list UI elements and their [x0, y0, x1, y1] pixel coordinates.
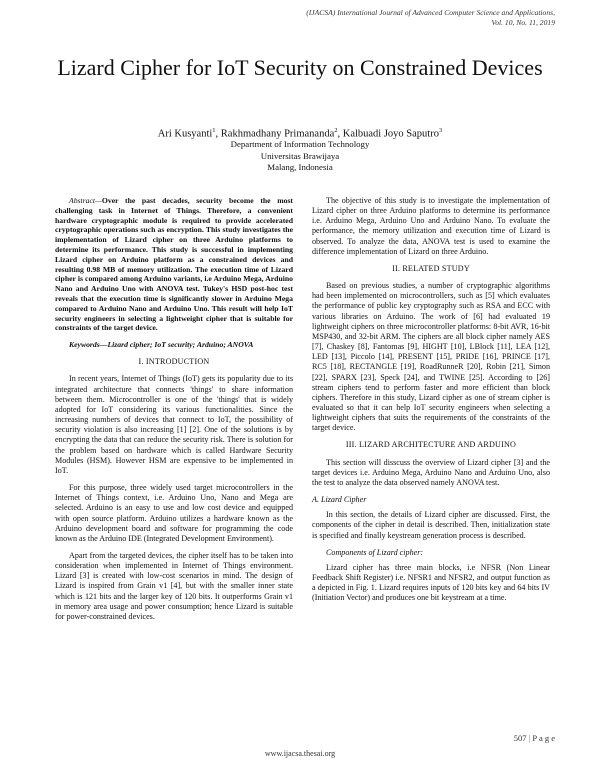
- affiliation-dept: Department of Information Technology: [230, 139, 370, 149]
- section-heading-related-study: II. RELATED STUDY: [392, 263, 470, 273]
- footer-url: www.ijacsa.thesai.org: [264, 749, 336, 758]
- page-number-word: P a g e: [532, 733, 555, 743]
- subsection-heading-lizard-cipher: A. Lizard Cipher: [312, 495, 367, 505]
- author-1-affil: 1: [212, 127, 216, 134]
- affiliation: [40, 139, 560, 174]
- section-heading-architecture: III. LIZARD ARCHITECTURE AND ARDUINO: [345, 440, 517, 450]
- related-paragraph: Based on previous studies, a number of cryptographic algorithms had been implemented on microcontrollers, such as [5] which evaluates the performance of public key cryptography such as RSA and ECC with various libraries on Arduino. The work of [6] had evaluated 19 lightweight ciphers on three microcontroller platforms: 8-bit AVR, 16-bit MSP430, and 32-bit ARM. The ciphers are all block cipher namely AES [7], Chaskey [8], Fantomas [9], HIGHT [10], LBlock [11], LEA [12], LED [13], Piccolo [14], PRESENT [15], PRIDE [16], PRINCE [17], RC5 [18], RECTANGLE [19], RoadRunneR [20], Robin [21], Simon [22], SPARX [23], Speck [24], and TWINE [25]. According to [26] stream ciphers tend to perform faster and more efficient than block ciphers. Therefore in this study, Lizard cipher as one of stream cipher is evaluated so that it can help IoT security engineers when selecting a lightweight ciphers that suits the requirements of the constraints of the target device.: [312, 281, 550, 433]
- author-3: , Kalbuadi Joyo Saputro: [337, 128, 439, 140]
- components-paragraph: Lizard cipher has three main blocks, i.e NFSR (Non Linear Feedback Shift Register) i.e. NFSR1 and NFSR2, and output function as a depicted in Fig. 1. Lizard requires inputs of 120 bits key and 64 bits IV (Initiation Vector) and produces one bit keystream at a time.: [312, 562, 550, 603]
- page-number: [514, 733, 555, 743]
- journal-volume: Vol. 10, No. 11, 2019: [491, 18, 555, 27]
- section-heading-introduction: I. INTRODUCTION: [138, 357, 210, 367]
- right-column: [312, 196, 550, 610]
- objective-paragraph: The objective of this study is to investigate the implementation of Lizard cipher on three Arduino platforms to determine its performance i.e. Arduino Mega, Arduino Uno and Arduino Nano. To evaluate the performance, the memory utilization and execution time of Lizard is observed. To analyze the data, ANOVA test is used to examine the difference implementation of Lizard on three Arduino.: [312, 196, 550, 256]
- abstract-lead: Abstract—: [69, 196, 102, 205]
- intro-paragraph-2: For this purpose, three widely used target microcontrollers in the Internet of Things context, i.e. Arduino Uno, Nano and Mega are selected. Arduino is an easy to use and low cost device and equipped with open source platform. Arduino utilizes a hardware known as the Arduino development board and software for programming the code known as the Arduino IDE (Integrated Development Environment).: [55, 483, 293, 543]
- architecture-paragraph: This section will disscuss the overview of Lizard cipher [3] and the target devices i.e. Arduino Mega, Arduino Nano and Arduino Uno, also the test to analyze the data observed namely ANOVA test.: [312, 457, 550, 487]
- abstract: [55, 196, 293, 333]
- keywords: Keywords—Lizard cipher; IoT security; Arduino; ANOVA: [69, 340, 254, 350]
- affiliation-city: Malang, Indonesia: [267, 162, 333, 172]
- lizard-cipher-paragraph: In this section, the details of Lizard cipher are discussed. First, the components of the cipher in detail is described. Then, initialization state is specified and finally keystream generation process is described.: [312, 510, 550, 540]
- page-number-value: 507: [513, 733, 527, 743]
- intro-paragraph-1: In recent years, Internet of Things (IoT) gets its popularity due to its integrated architecture that connects 'things' to share information between them. Microcontroller is one of the 'things' that is widely adopted for IoT considering its various functionalities. Since the increasing numbers of devices that connect to IoT, the possibility of security violation is also increasing [1] [2]. One of the solutions is by encrypting the data that can reduce the security risk. There is solution for the problem based on hardware which is called Hardware Security Modules (HSM). However HSM are expensive to be implemented in IoT.: [55, 374, 293, 475]
- left-column: [55, 196, 293, 629]
- paper-title: Lizard Cipher for IoT Security on Constrained Devices: [57, 55, 543, 80]
- author-1: Ari Kusyanti: [157, 128, 213, 140]
- page-number-separator: |: [528, 733, 531, 743]
- intro-paragraph-3: Apart from the targeted devices, the cipher itself has to be taken into consideration when implemented in Internet of Things environment. Lizard [3] is created with low-cost scenarios in mind. The design of Lizard is inspired from Grain v1 [4], but with the smaller inner state which is 121 bits and the larger key of 120 bits. It outperforms Grain v1 in memory area usage and power consumption; hence Lizard is suitable for power-constrained devices.: [55, 550, 293, 621]
- author-2: , Rakhmadhany Primananda: [215, 128, 335, 140]
- journal-header: [235, 8, 555, 28]
- affiliation-univ: Universitas Brawijaya: [260, 150, 340, 161]
- journal-name: (IJACSA) International Journal of Advanced Computer Science and Applications,: [306, 8, 555, 17]
- abstract-text: Over the past decades, security become the most challenging task in Internet of Things. Therefore, a convenient hardware cryptographic module is required to provide accelerated cryptographic operations such as encryption. This study investigates the implementation of Lizard cipher on three Arduino platforms to determine its performance. This study is successful in implementing Lizard cipher on Arduino platform as a constrained devices and resulting 0.98 MB of memory utilization. The execution time of Lizard cipher is compared among Arduino variants, i.e Arduino Mega, Arduino Nano and Arduino Uno with ANOVA test. Tukey's HSD post-hoc test reveals that the execution time is significantly slower in Arduino Mega compared to Arduino Nano and Arduino Uno. This result will help IoT security engineers in selecting a lightweight cipher that is suitable for constraints of the target device.: [55, 196, 293, 333]
- author-3-affil: 3: [438, 127, 443, 134]
- subsubsection-heading-components: Components of Lizard cipher:: [326, 547, 424, 557]
- author-2-affil: 2: [334, 127, 338, 134]
